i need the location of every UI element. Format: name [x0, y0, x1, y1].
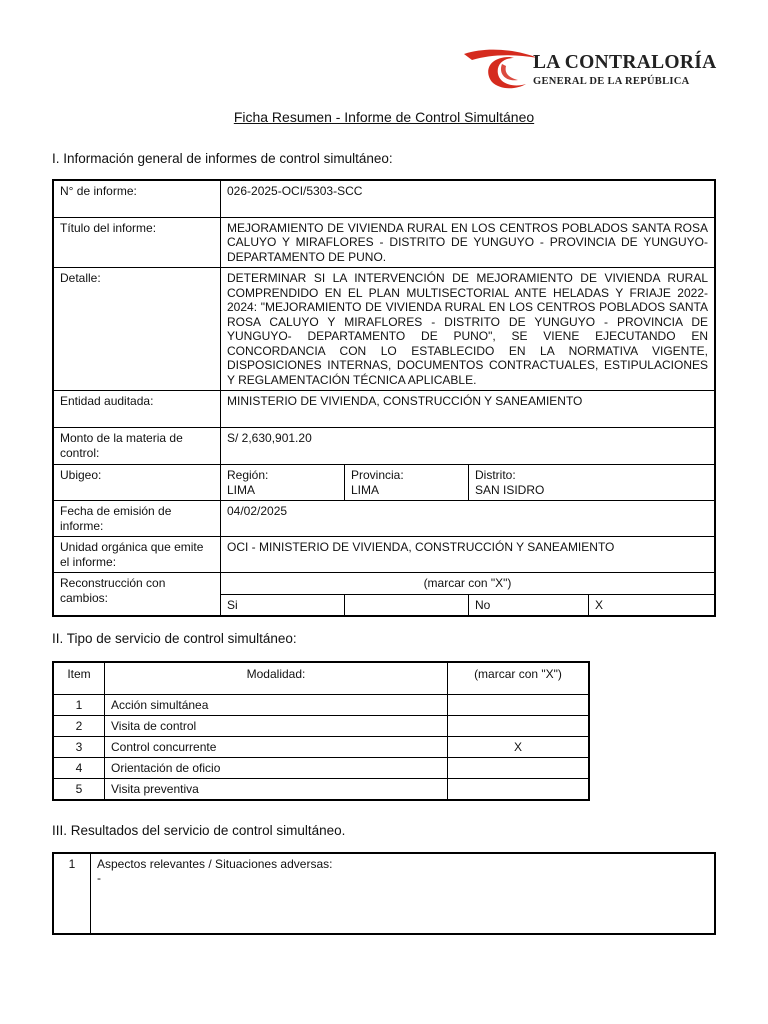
document-title: Ficha Resumen - Informe de Control Simultáneo: [233, 109, 535, 125]
table-row: [53, 737, 589, 758]
reconstruccion-cell: [221, 573, 716, 617]
value-monto: S/ 2,630,901.20: [221, 428, 716, 465]
label-unidad: Unidad orgánica que emite el informe:: [53, 537, 221, 573]
label-titulo: Título del informe:: [53, 217, 221, 268]
label-detalle: Detalle:: [53, 268, 221, 391]
header-modalidad: Modalidad:: [105, 662, 448, 695]
region-value: LIMA: [227, 482, 256, 497]
row-mark: X: [448, 737, 590, 758]
value-unidad: OCI - MINISTERIO DE VIVIENDA, CONSTRUCCIÓN Y SANEAMIENTO: [221, 537, 716, 573]
row-monto: [53, 428, 715, 465]
section1-heading: I. Información general de informes de control simultáneo:: [52, 151, 393, 166]
results-title: Aspectos relevantes / Situaciones adversas:: [97, 857, 333, 871]
reconstruccion-subtable: [221, 573, 714, 615]
results-item: 1: [53, 853, 91, 934]
results-content: [91, 853, 716, 934]
logo-subtitle: GENERAL DE LA REPÚBLICA: [533, 75, 690, 87]
region-label: Región:: [227, 468, 269, 482]
section3-heading: III. Resultados del servicio de control simultáneo.: [52, 823, 346, 838]
row-mark: [448, 716, 590, 737]
row-fecha: [53, 501, 715, 537]
row-entidad: [53, 391, 715, 428]
results-value: -: [97, 871, 101, 885]
label-informe: N° de informe:: [53, 180, 221, 217]
logo-title: LA CONTRALORÍA: [533, 52, 717, 73]
results-row: [53, 853, 715, 934]
ubigeo-region: [221, 465, 345, 500]
provincia-value: LIMA: [351, 482, 380, 497]
row-mark: [448, 758, 590, 779]
label-ubigeo: Ubigeo:: [53, 465, 221, 501]
service-type-header-row: [53, 662, 589, 695]
si-mark-cell: [345, 594, 469, 615]
table-row: [53, 695, 589, 716]
reconstruccion-header: (marcar con "X"): [423, 576, 512, 590]
row-detalle: [53, 268, 715, 391]
value-informe: 026-2025-OCI/5303-SCC: [221, 180, 716, 217]
label-entidad: Entidad auditada:: [53, 391, 221, 428]
value-fecha: 04/02/2025: [221, 501, 716, 537]
table-row: [53, 716, 589, 737]
no-mark-cell: X: [589, 594, 715, 615]
label-reconstruccion: Reconstrucción con cambios:: [53, 573, 221, 617]
no-label: No: [469, 594, 589, 615]
label-monto: Monto de la materia de control:: [53, 428, 221, 465]
label-fecha: Fecha de emisión de informe:: [53, 501, 221, 537]
row-mark: [448, 779, 590, 801]
general-info-table: [52, 179, 716, 617]
row-mark: [448, 695, 590, 716]
ubigeo-cell: [221, 465, 716, 501]
provincia-label: Provincia:: [351, 468, 404, 482]
header-marcar: (marcar con "X"): [448, 662, 590, 695]
row-reconstruccion: [53, 573, 715, 617]
si-label: Si: [221, 594, 345, 615]
row-modalidad: Control concurrente: [105, 737, 448, 758]
row-item: 1: [53, 695, 105, 716]
distrito-value: SAN ISIDRO: [475, 482, 545, 497]
logo-text: [533, 53, 717, 87]
ubigeo-subtable: [221, 465, 714, 500]
results-table: [52, 852, 716, 935]
row-ubigeo: [53, 465, 715, 501]
distrito-label: Distrito:: [475, 468, 516, 482]
row-informe: [53, 180, 715, 217]
row-modalidad: Orientación de oficio: [105, 758, 448, 779]
row-item: 2: [53, 716, 105, 737]
value-titulo: MEJORAMIENTO DE VIVIENDA RURAL EN LOS CENTROS POBLADOS SANTA ROSA CALUYO Y MIRAFLORES - DISTRITO DE YUNGUYO - PROVINCIA DE YUNGUYO- DEPARTAMENTO DE PUNO.: [221, 217, 716, 268]
row-modalidad: Visita preventiva: [105, 779, 448, 801]
service-type-table: [52, 661, 590, 801]
row-unidad: [53, 537, 715, 573]
ubigeo-provincia: [345, 465, 469, 500]
table-row: [53, 758, 589, 779]
row-modalidad: Visita de control: [105, 716, 448, 737]
row-titulo: [53, 217, 715, 268]
row-item: 5: [53, 779, 105, 801]
section2-heading: II. Tipo de servicio de control simultáneo:: [52, 631, 297, 646]
row-modalidad: Acción simultánea: [105, 695, 448, 716]
value-detalle: DETERMINAR SI LA INTERVENCIÓN DE MEJORAMIENTO DE VIVIENDA RURAL COMPRENDIDO EN EL PLAN MULTISECTORIAL ANTE HELADAS Y FRIAJE 2022-2024: "MEJORAMIENTO DE VIVIENDA RURAL EN LOS CENTROS POBLADOS SANTA ROSA CALUYO Y MIRAFLORES - DISTRITO DE YUNGUYO - PROVINCIA DE YUNGUYO- DEPARTAMENTO DE PUNO", SE VIENE EJECUTANDO EN CONCORDANCIA CON LO ESTABLECIDO EN LA NORMATIVA VIGENTE, DISPOSICIONES INTERNAS, DOCUMENTOS CONTRACTUALES, ESTIPULACIONES Y REGLAMENTACIÓN TÉCNICA APLICABLE.: [221, 268, 716, 391]
value-entidad: MINISTERIO DE VIVIENDA, CONSTRUCCIÓN Y SANEAMIENTO: [221, 391, 716, 428]
row-item: 3: [53, 737, 105, 758]
ubigeo-distrito: [469, 465, 715, 500]
header-item: Item: [53, 662, 105, 695]
row-item: 4: [53, 758, 105, 779]
table-row: [53, 779, 589, 801]
